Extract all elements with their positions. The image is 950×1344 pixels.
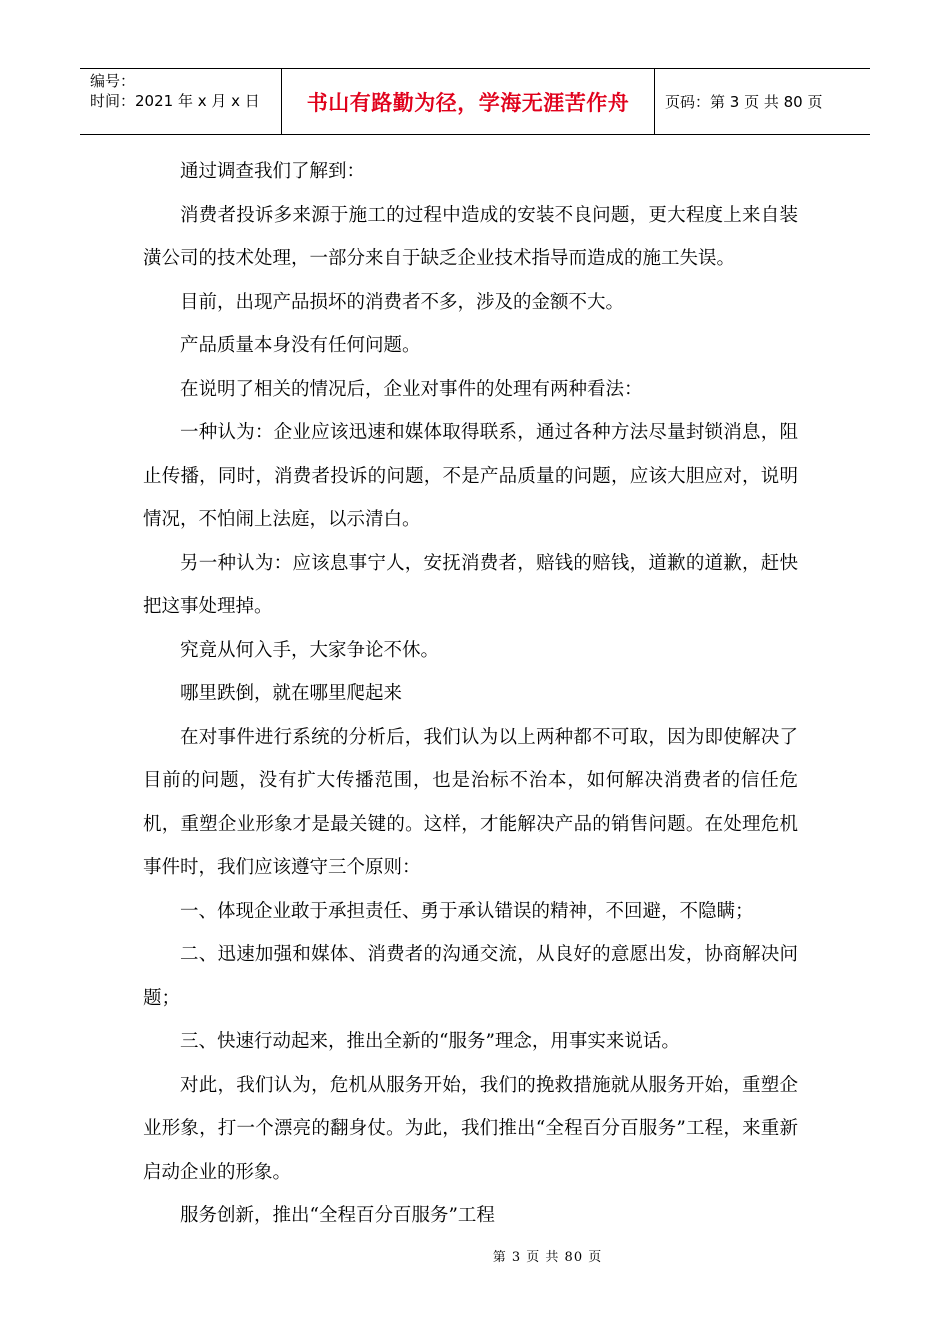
principle-item: 一、体现企业敢于承担责任、勇于承认错误的精神，不回避，不隐瞒； (180, 900, 754, 922)
document-body (143, 150, 798, 1238)
page-footer: 第 3 页 共 80 页 (492, 1250, 603, 1265)
page-header (80, 68, 870, 135)
paragraph: 究竟从何入手，大家争论不休。 (180, 639, 440, 661)
section-heading: 哪里跌倒，就在哪里爬起来 (180, 683, 403, 704)
paragraph: 目前，出现产品损坏的消费者不多，涉及的金额不大。 (180, 291, 625, 313)
section-heading: 服务创新，推出“全程百分百服务”工程 (180, 1205, 495, 1226)
principle-item: 二、迅速加强和媒体、消费者的沟通交流，从良好的意愿出发，协商解决问题； (143, 944, 798, 1009)
paragraph: 在对事件进行系统的分析后，我们认为以上两种都不可取，因为即使解决了目前的问题，没有扩大传播范围，也是治标不治本，如何解决消费者的信任危机，重塑企业形象才是最关键的。这样，才能解决产品的销售问题。在处理危机事件时，我们应该遵守三个原则： (143, 726, 798, 878)
header-meta (80, 69, 282, 134)
principle-item: 三、快速行动起来，推出全新的“服务”理念，用事实来说话。 (180, 1031, 680, 1052)
paragraph: 产品质量本身没有任何问题。 (180, 335, 421, 356)
paragraph: 通过调查我们了解到： (180, 161, 366, 182)
header-page-number: 页码：第 3 页 共 80 页 (665, 93, 823, 111)
document-date-label: 时间：2021 年 x 月 x 日 (90, 92, 260, 110)
header-motto: 书山有路勤为径，学海无涯苦作舟 (282, 69, 655, 134)
paragraph: 在说明了相关的情况后，企业对事件的处理有两种看法： (180, 378, 643, 400)
document-number-label: 编号： (90, 72, 136, 90)
paragraph: 一种认为：企业应该迅速和媒体取得联系，通过各种方法尽量封锁消息，阻止传播，同时，消费者投诉的问题，不是产品质量的问题，应该大胆应对，说明情况，不怕闹上法庭，以示清白。 (143, 422, 798, 530)
paragraph: 消费者投诉多来源于施工的过程中造成的安装不良问题，更大程度上来自装潢公司的技术处理，一部分来自于缺乏企业技术指导而造成的施工失误。 (143, 204, 798, 269)
paragraph: 另一种认为：应该息事宁人，安抚消费者，赔钱的赔钱，道歉的道歉，赶快把这事处理掉。 (143, 552, 798, 617)
paragraph: 对此，我们认为，危机从服务开始，我们的挽救措施就从服务开始，重塑企业形象，打一个漂亮的翻身仗。为此，我们推出“全程百分百服务”工程，来重新启动企业的形象。 (143, 1074, 798, 1183)
